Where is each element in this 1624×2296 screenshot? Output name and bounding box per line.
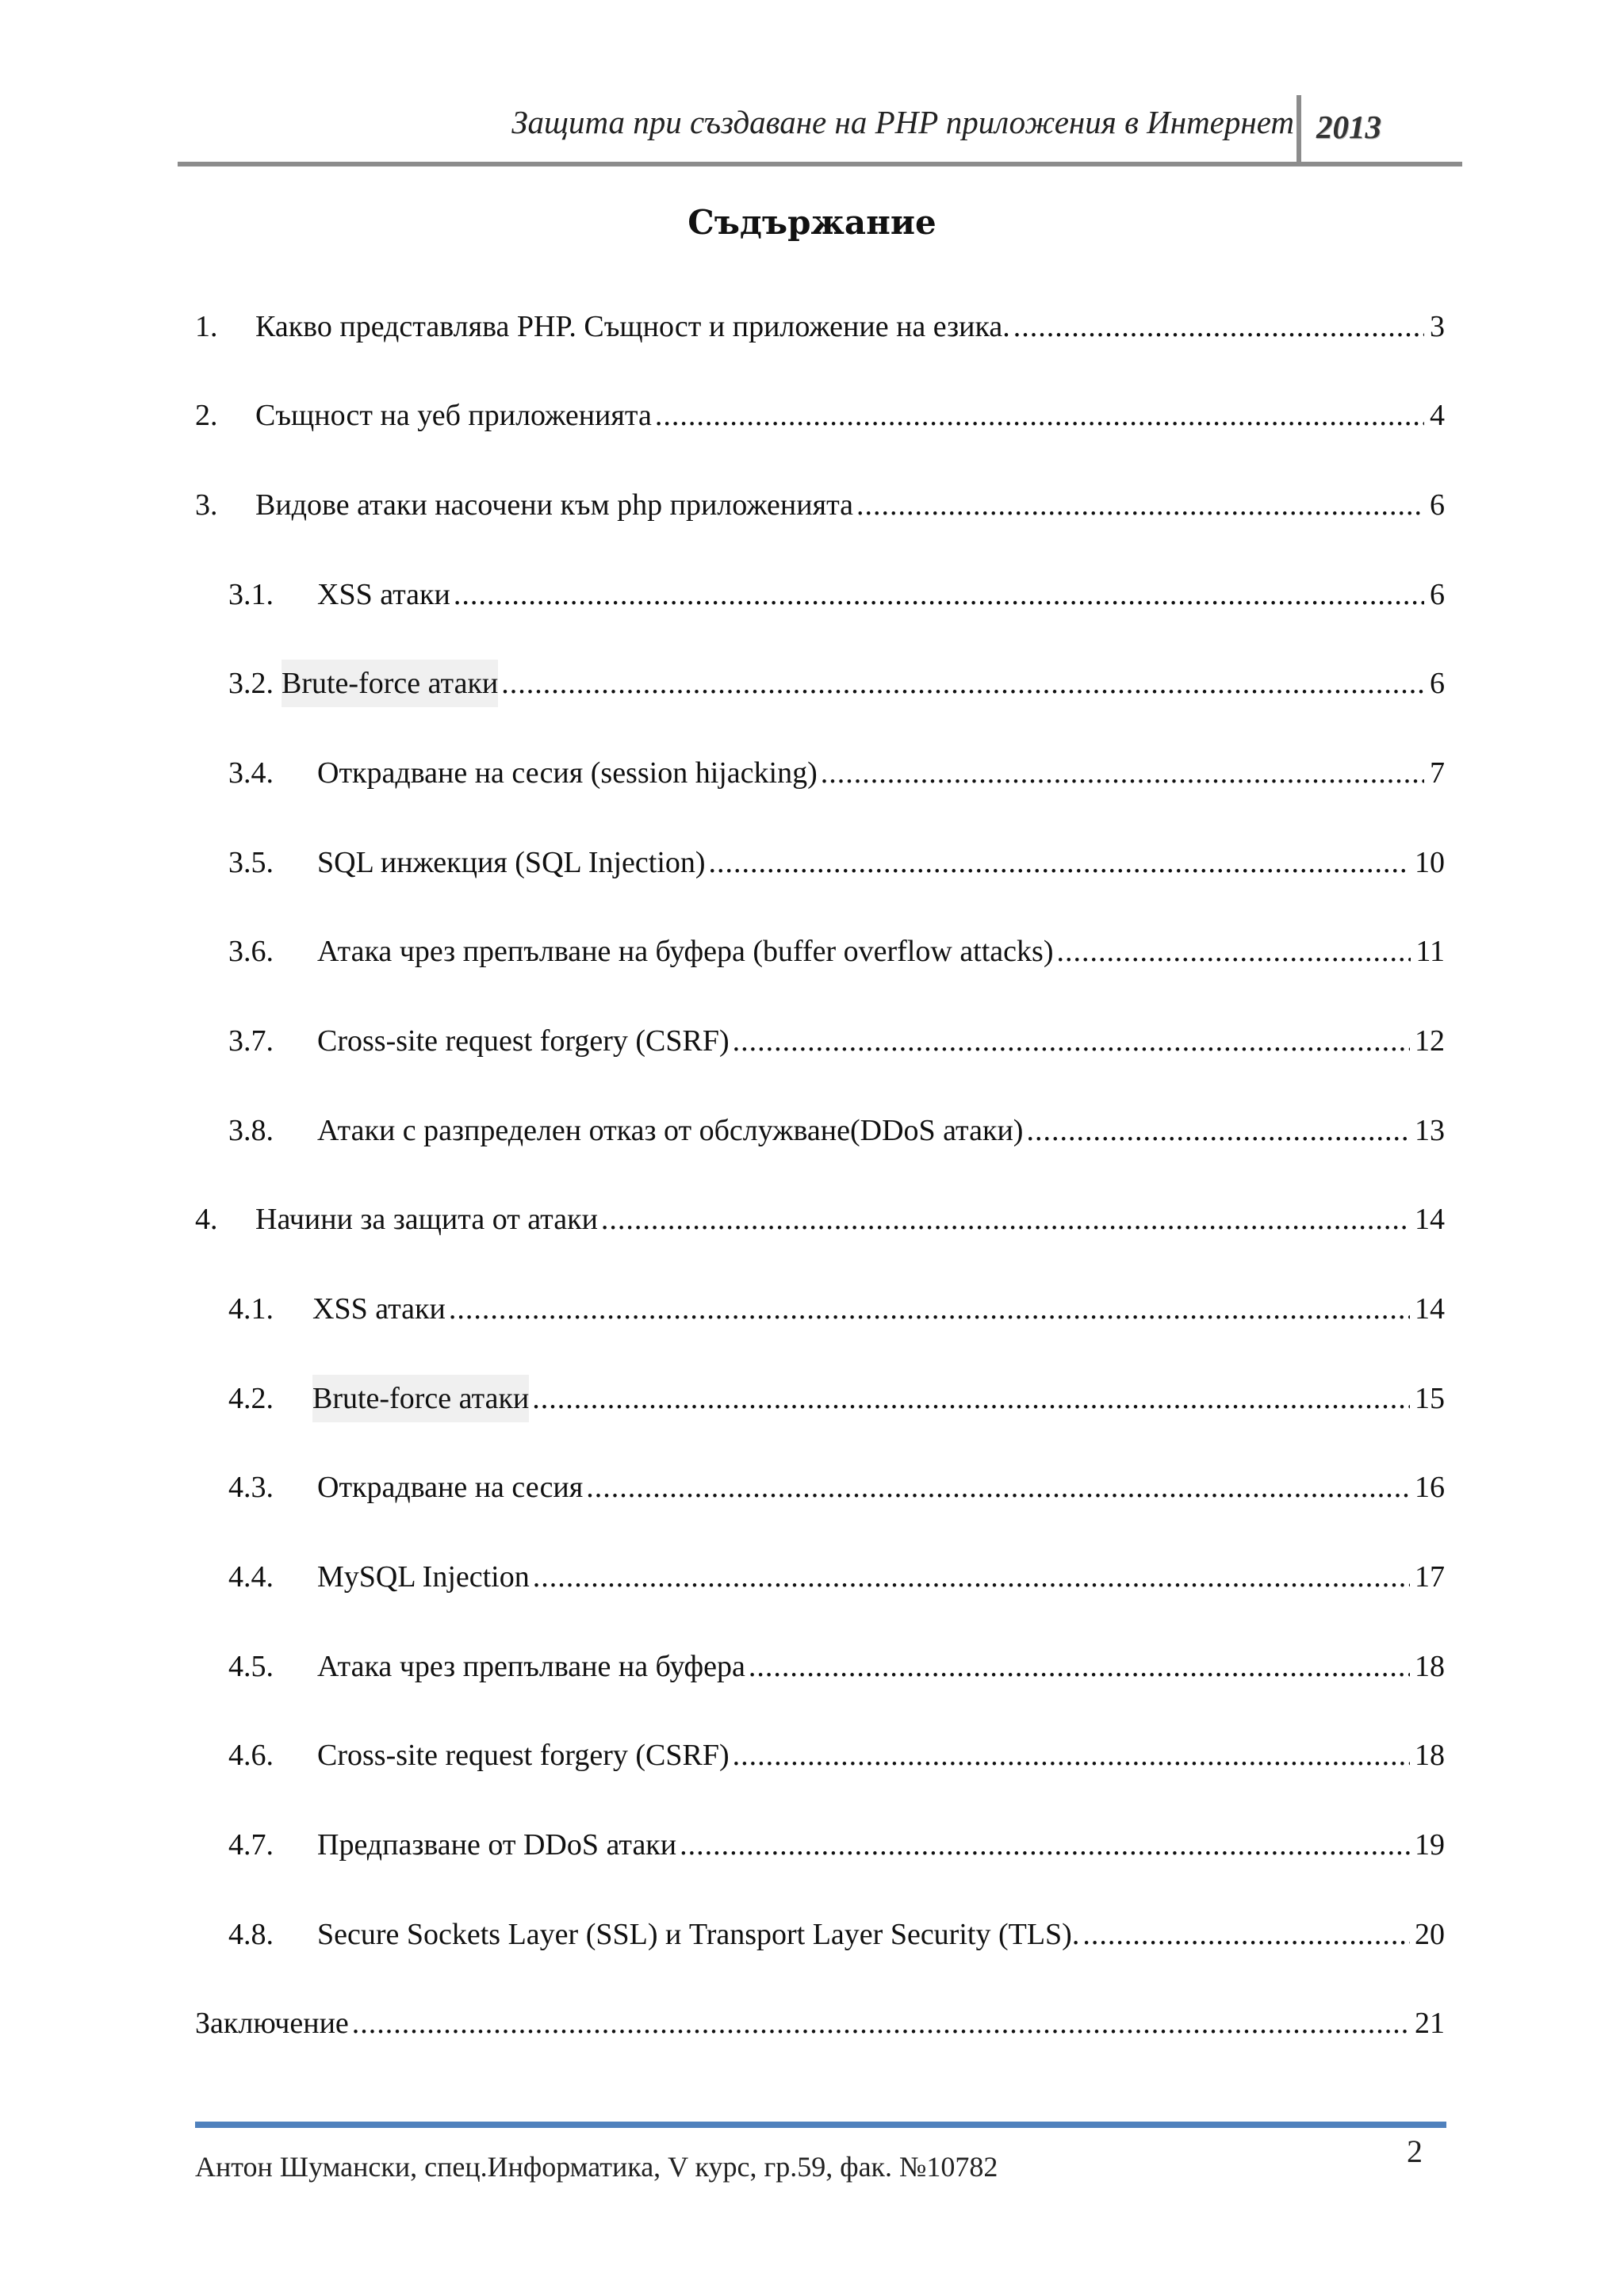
toc-entry-page: 19 [1415,1828,1445,1862]
toc-entry-number: 4.2. [228,1382,274,1415]
toc-entry[interactable] [195,1285,1445,1333]
toc-entry-page: 13 [1415,1114,1445,1147]
toc-entry-label: Brute-force атаки [312,1375,529,1422]
toc-leader-dots [856,481,1424,529]
toc-leader-dots [1082,1911,1410,1958]
page-header [178,95,1462,165]
toc-leader-dots [601,1196,1410,1243]
toc-entry-number: 4.4. [228,1560,274,1594]
page-number: 2 [1407,2133,1423,2169]
toc-entry[interactable] [195,1821,1445,1869]
toc-leader-dots [680,1821,1410,1869]
toc-leader-dots [733,1017,1410,1065]
toc-entry-number: 3.4. [228,756,274,790]
toc-entry[interactable] [195,1911,1445,1958]
toc-entry-number: 4. [195,1203,218,1236]
toc-entry-page: 6 [1430,488,1445,522]
toc-entry-number: 3.6. [228,935,274,968]
toc-entry-page: 18 [1415,1650,1445,1683]
header-separator [1297,95,1301,162]
toc-entry-label: Открадване на сесия (session hijacking) [317,756,818,790]
toc-entry-page: 20 [1415,1918,1445,1951]
toc-entry[interactable] [195,303,1445,350]
toc-entry-label: Brute-force атаки [282,660,498,707]
toc-leader-dots [749,1643,1410,1690]
toc-entry-label: Cross-site request forgery (CSRF) [317,1739,730,1772]
toc-entry-label: Същност на уеб приложенията [255,399,652,432]
toc-leader-dots [733,1732,1410,1779]
toc-entry-label: Атаки с разпределен отказ от обслужване(DDoS атаки) [317,1114,1024,1147]
toc-entry[interactable] [195,481,1445,529]
toc-entry-label: Атака чрез препълване на буфера (buffer overflow attacks) [317,935,1054,968]
toc-entry-label: Открадване на сесия [317,1471,584,1504]
toc-entry[interactable] [195,749,1445,797]
toc-entry-label: XSS атаки [317,578,450,611]
document-year: 2013 [1316,109,1381,145]
toc-entry-label: SQL инжекция (SQL Injection) [317,846,706,879]
toc-entry-label: XSS атаки [312,1292,446,1326]
toc-entry[interactable] [195,1464,1445,1511]
toc-entry-number: 4.1. [228,1292,274,1326]
toc-entry-page: 4 [1430,399,1445,432]
toc-heading: Съдържание [688,203,936,242]
toc-entry-number: 4.6. [228,1739,274,1772]
toc-entry-number: 3.7. [228,1024,274,1058]
toc-entry-label: Заключение [195,2007,349,2040]
toc-entry-page: 17 [1415,1560,1445,1594]
toc-leader-dots [454,571,1424,618]
toc-entry-page: 10 [1415,846,1445,879]
toc-leader-dots [352,1999,1410,2047]
toc-entry-page: 6 [1430,667,1445,700]
toc-entry[interactable] [195,1999,1445,2047]
toc-entry-number: 2. [195,399,218,432]
footer-author-line: Антон Шумански, спец.Информатика, V курс, гр.59, фак. №10782 [195,2151,998,2183]
toc-entry-page: 14 [1415,1203,1445,1236]
toc-entry-label: Предпазване от DDoS атаки [317,1828,677,1862]
toc-entry-page: 7 [1430,756,1445,790]
toc-entry-page: 11 [1415,935,1445,968]
toc-entry[interactable] [195,1553,1445,1601]
toc-entry-number: 4.7. [228,1828,274,1862]
toc-entry-label: Какво представлява PHP. Същност и приложение на езика. [255,310,1010,343]
toc-leader-dots [1026,1107,1410,1154]
toc-entry-number: 3. [195,488,218,522]
toc-entry-page: 18 [1415,1739,1445,1772]
toc-leader-dots [1013,303,1424,350]
toc-leader-dots [449,1285,1410,1333]
toc-leader-dots [821,749,1424,797]
toc-entry[interactable] [195,392,1445,439]
toc-entry-page: 12 [1415,1024,1445,1058]
toc-entry[interactable] [195,1107,1445,1154]
toc-leader-dots [533,1553,1410,1601]
toc-entry-number: 3.8. [228,1114,274,1147]
toc-entry[interactable] [195,1732,1445,1779]
toc-leader-dots [586,1464,1410,1511]
toc-entry-page: 14 [1415,1292,1445,1326]
toc-leader-dots [709,839,1410,886]
toc-entry-number: 4.5. [228,1650,274,1683]
toc-entry-number: 4.3. [228,1471,274,1504]
toc-leader-dots [501,660,1424,707]
document-title: Защита при създаване на PHP приложения в Интернет [511,104,1294,140]
toc-entry-page: 3 [1430,310,1445,343]
toc-entry[interactable] [195,1196,1445,1243]
toc-entry[interactable] [195,928,1445,975]
toc-entry-page: 16 [1415,1471,1445,1504]
toc-entry-number: 3.2. [228,667,274,700]
toc-entry-label: Атака чрез препълване на буфера [317,1650,745,1683]
toc-leader-dots [655,392,1424,439]
toc-entry-label: MySQL Injection [317,1560,530,1594]
toc-entry-label: Secure Sockets Layer (SSL) и Transport Layer Security (TLS). [317,1918,1080,1951]
toc-entry[interactable] [195,660,1445,707]
toc-entry-number: 3.1. [228,578,274,611]
toc-entry-number: 4.8. [228,1918,274,1951]
toc-entry-number: 3.5. [228,846,274,879]
toc-entry[interactable] [195,571,1445,618]
toc-entry-page: 21 [1415,2007,1445,2040]
header-rule [178,162,1462,166]
toc-entry[interactable] [195,1017,1445,1065]
toc-leader-dots [532,1375,1410,1422]
toc-entry-label: Cross-site request forgery (CSRF) [317,1024,730,1058]
toc-leader-dots [1056,928,1411,975]
footer-rule [195,2122,1446,2128]
toc-entry[interactable] [195,839,1445,886]
toc-entry-label: Начини за защита от атаки [255,1203,598,1236]
toc-entry[interactable] [195,1643,1445,1690]
toc-entry-page: 15 [1415,1382,1445,1415]
toc-entry-page: 6 [1430,578,1445,611]
toc-entry-number: 1. [195,310,218,343]
toc-entry[interactable] [195,1375,1445,1422]
toc-entry-label: Видове атаки насочени към php приложенията [255,488,854,522]
